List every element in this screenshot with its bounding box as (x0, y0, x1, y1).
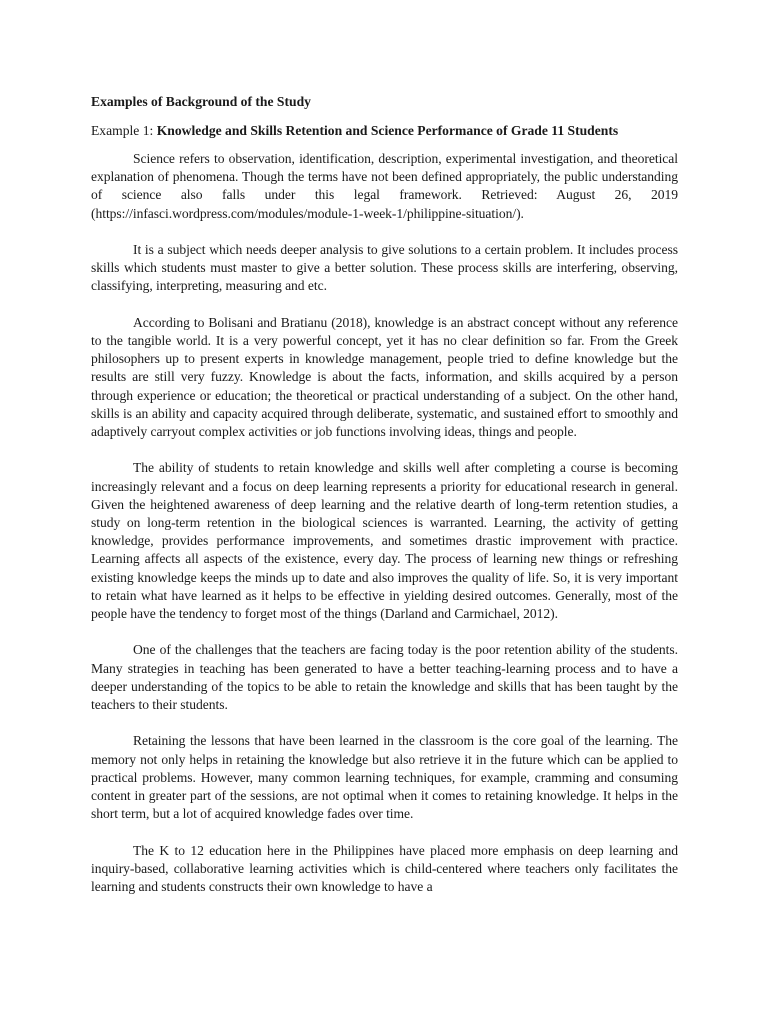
document-title: Examples of Background of the Study (91, 94, 311, 109)
document-page (91, 93, 678, 896)
paragraph: The K to 12 education here in the Philippines have placed more emphasis on deep learning and inquiry-based, collaborative learning activities which is child-centered where teachers only facilitates the learning and students constructs their own knowledge to have a (91, 842, 678, 895)
paragraph: According to Bolisani and Bratianu (2018), knowledge is an abstract concept without any reference to the tangible world. It is a very powerful concept, yet it has no clear definition so far. From the Greek philosophers up to present experts in knowledge management, people tried to define knowledge but the results are still very fuzzy. Knowledge is about the facts, information, and skills acquired by a person through experience or education; the theoretical or practical understanding of a subject. On the other hand, skills is an ability and capacity acquired through deliberate, systematic, and sustained effort to smoothly and adaptively carryout complex activities or job functions involving ideas, things and people. (91, 314, 678, 440)
paragraph: One of the challenges that the teachers are facing today is the poor retention ability of the students. Many strategies in teaching has been generated to have a better teaching-learning process and to have a deeper understanding of the topics to be able to retain the knowledge and skills that has been taught by the teachers to their students. (91, 642, 678, 713)
body-text (91, 150, 678, 896)
paragraph: It is a subject which needs deeper analysis to give solutions to a certain problem. It includes process skills which students must master to give a better solution. These process skills are interfering, observing, classifying, interpreting, measuring and etc. (91, 242, 678, 294)
example-title: Knowledge and Skills Retention and Science Performance of Grade 11 Students (156, 123, 619, 138)
paragraph: Science refers to observation, identification, description, experimental investigation, and theoretical explanation of phenomena. Though the terms have not been defined appropriately, the public understanding of science also falls under this legal framework. Retrieved: August 26, 2019 (https://infasci.wordpress.com/modules/module-1-week-1/philippine-situation/). (91, 151, 678, 221)
paragraph: The ability of students to retain knowledge and skills well after completing a course is becoming increasingly relevant and a focus on deep learning represents a priority for educational research in general. Given the heightened awareness of deep learning and the relative dearth of long-term retention studies, a study on long-term retention in the biological sciences is warranted. Learning, the activity of getting knowledge, provides performance improvements, and sometimes drastic improvement with practice. Learning affects all aspects of the existence, every day. The process of learning new things or refreshing existing knowledge keeps the minds up to date and also improves the quality of life. So, it is very important to retain what have learned as it helps to be effective in yielding desired outcomes. Generally, most of the people have the tendency to forget most of the things (Darland and Carmichael, 2012). (91, 460, 678, 622)
example-heading (91, 122, 678, 140)
paragraph: Retaining the lessons that have been learned in the classroom is the core goal of the learning. The memory not only helps in retaining the knowledge but also retrieve it in the future which can be applied to practical problems. However, many common learning techniques, for example, cramming and consuming content in greater part of the sessions, are not optimal when it comes to retaining knowledge. It helps in the short term, but a lot of acquired knowledge fades over time. (91, 733, 678, 822)
example-prefix: Example 1: (91, 123, 154, 138)
